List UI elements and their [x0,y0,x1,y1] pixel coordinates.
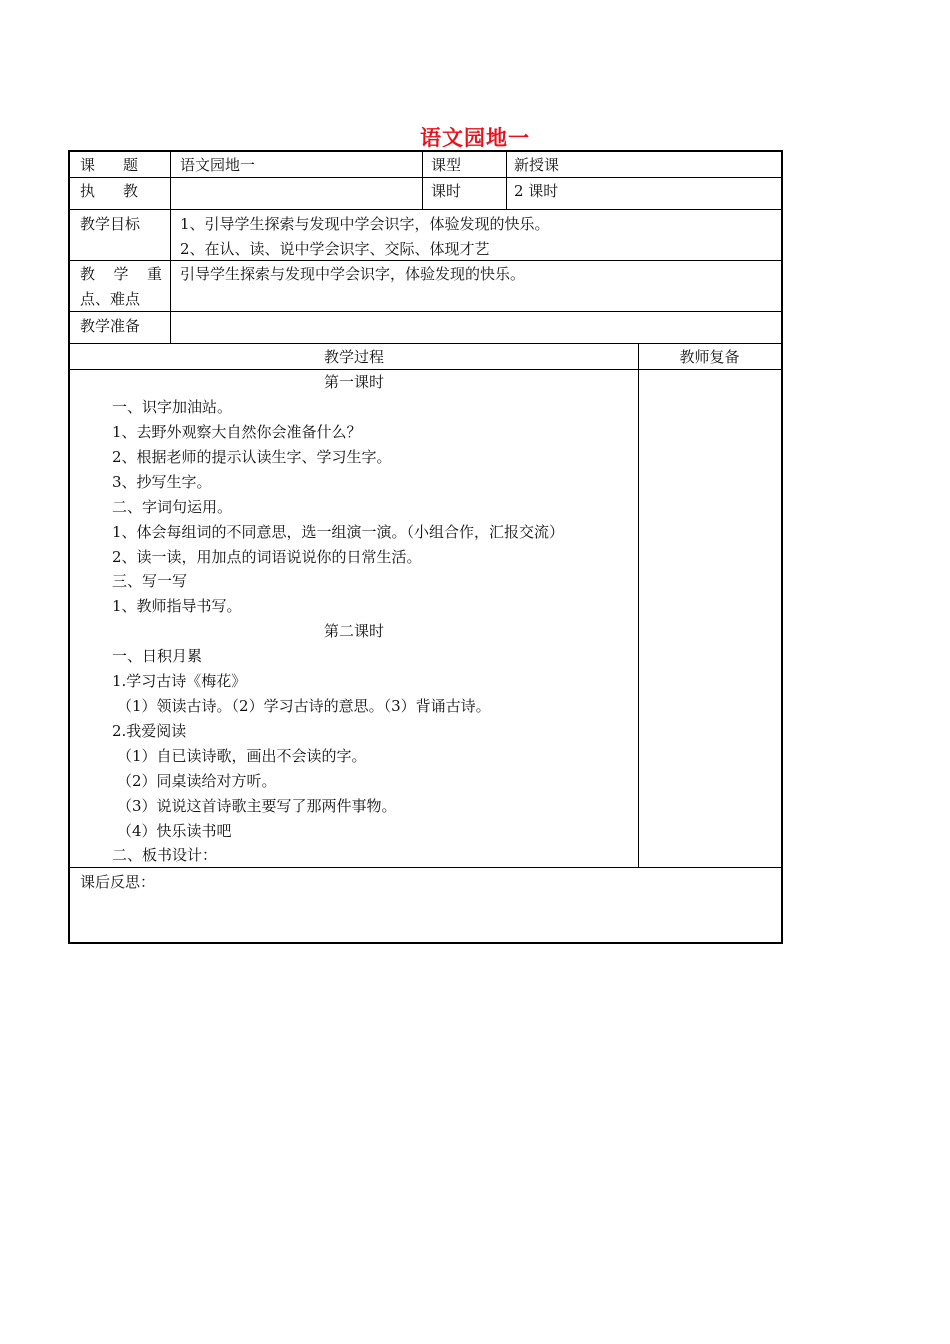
col-divider [170,152,171,343]
process-line: （1）自已读诗歌，画出不会读的字。 [117,747,367,765]
row-divider [70,177,781,178]
key-points-value: 引导学生探索与发现中学会识字，体验发现的快乐。 [180,265,526,283]
hours-label: 课时 [431,182,462,200]
col-divider [422,152,423,209]
goal-item: 2、在认、读、说中学会识字、交际、体现才艺 [180,240,490,258]
reflection-label: 课后反思： [80,873,156,891]
hours-value: 2 课时 [514,182,559,200]
process-line: 1、去野外观察大自然你会准备什么？ [112,423,362,441]
col-divider [506,152,507,209]
row-divider [70,311,781,312]
review-header: 教师复备 [679,348,740,366]
process-content [70,369,638,867]
process-header: 教学过程 [323,348,384,366]
row-divider [70,343,781,344]
prep-label: 教学准备 [80,317,141,335]
teacher-label: 执 教 [80,182,138,200]
process-line: 2、根据老师的提示认读生字、学习生字。 [112,448,392,466]
topic-label: 课 题 [80,156,138,174]
process-line: 2、读一读，用加点的词语说说你的日常生活。 [112,548,422,566]
type-label: 课型 [431,156,462,174]
process-line: 二、字词句运用。 [112,498,233,516]
process-line: 一、日积月累 [112,647,203,665]
process-line: 一、识字加油站。 [112,398,233,416]
process-line: 1.学习古诗《梅花》 [112,672,247,690]
key-points-label-2: 点、难点 [80,290,141,308]
process-line: 3、抄写生字。 [112,473,212,491]
process-line: 2.我爱阅读 [112,722,187,740]
process-line: （4）快乐读书吧 [117,822,232,840]
lesson-plan-table [68,150,783,944]
lesson-heading: 第一课时 [323,373,384,391]
topic-value: 语文园地一 [180,156,256,174]
goals-label: 教学目标 [80,215,141,233]
process-line: 二、板书设计： [112,846,218,864]
process-line: 三、写一写 [112,572,188,590]
key-points-label: 教 学 重 [80,265,162,283]
type-value: 新授课 [514,156,560,174]
col-divider [638,343,639,867]
page-title: 语文园地一 [420,126,530,150]
process-line: （3）说说这首诗歌主要写了那两件事物。 [117,797,397,815]
lesson-heading: 第二课时 [323,622,384,640]
row-divider [70,209,781,210]
process-line: （2）同桌读给对方听。 [117,772,277,790]
row-divider [70,260,781,261]
goal-item: 1、引导学生探索与发现中学会识字，体验发现的快乐。 [180,215,550,233]
process-line: （1）领读古诗。（2）学习古诗的意思。（3）背诵古诗。 [117,697,491,715]
process-line: 1、教师指导书写。 [112,597,242,615]
row-divider [70,867,781,868]
process-line: 1、体会每组词的不同意思，选一组演一演。（小组合作，汇报交流） [112,523,565,541]
